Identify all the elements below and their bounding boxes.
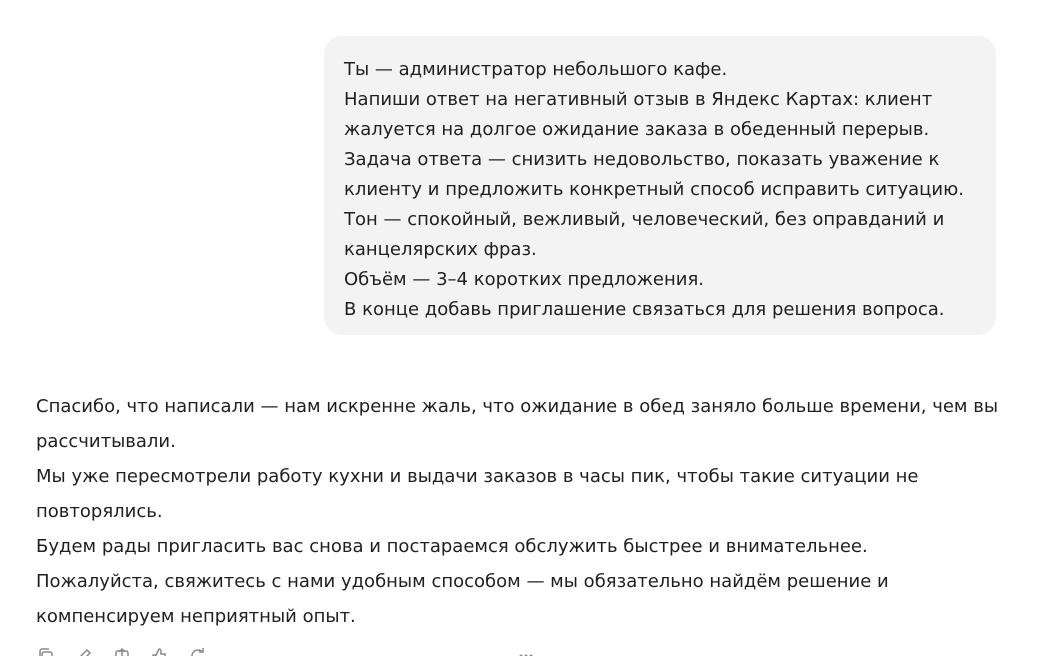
user-message-line: канцелярских фраз. [344, 239, 537, 260]
assistant-message-line: компенсируем неприятный опыт. [36, 606, 356, 627]
copy-icon[interactable] [36, 646, 56, 656]
more-icon[interactable] [516, 646, 536, 656]
assistant-message-line: Пожалуйста, свяжитесь с нами удобным способом — мы обязательно найдём решение и [36, 571, 889, 592]
assistant-message-line: повторялись. [36, 501, 163, 522]
user-message-bubble [324, 36, 996, 335]
user-message-line: жалуется на долгое ожидание заказа в обеденный перерыв. [344, 119, 930, 140]
share-icon[interactable] [112, 646, 132, 656]
user-message-line: Тон — спокойный, вежливый, человеческий, без оправданий и [344, 209, 945, 230]
user-message-line: Ты — администратор небольшого кафе. [344, 59, 728, 80]
user-message-line: В конце добавь приглашение связаться для решения вопроса. [344, 299, 945, 320]
user-message-line: клиенту и предложить конкретный способ исправить ситуацию. [344, 179, 965, 200]
user-message-line: Задача ответа — снизить недовольство, показать уважение к [344, 149, 940, 170]
user-message-line: Объём — 3–4 коротких предложения. [344, 269, 704, 290]
assistant-message-line: Спасибо, что написали — нам искренне жаль, что ожидание в обед заняло больше времени, чем вы [36, 396, 999, 417]
message-action-bar [36, 646, 554, 656]
refresh-icon[interactable] [188, 646, 208, 656]
assistant-message [36, 389, 1016, 634]
user-message-line: Напиши ответ на негативный отзыв в Яндекс Картах: клиент [344, 89, 933, 110]
assistant-message-line: рассчитывали. [36, 431, 176, 452]
edit-icon[interactable] [74, 646, 94, 656]
thumbs-up-icon[interactable] [150, 646, 170, 656]
assistant-message-line: Будем рады пригласить вас снова и постараемся обслужить быстрее и внимательнее. [36, 536, 868, 557]
assistant-message-line: Мы уже пересмотрели работу кухни и выдачи заказов в часы пик, чтобы такие ситуации не [36, 466, 919, 487]
